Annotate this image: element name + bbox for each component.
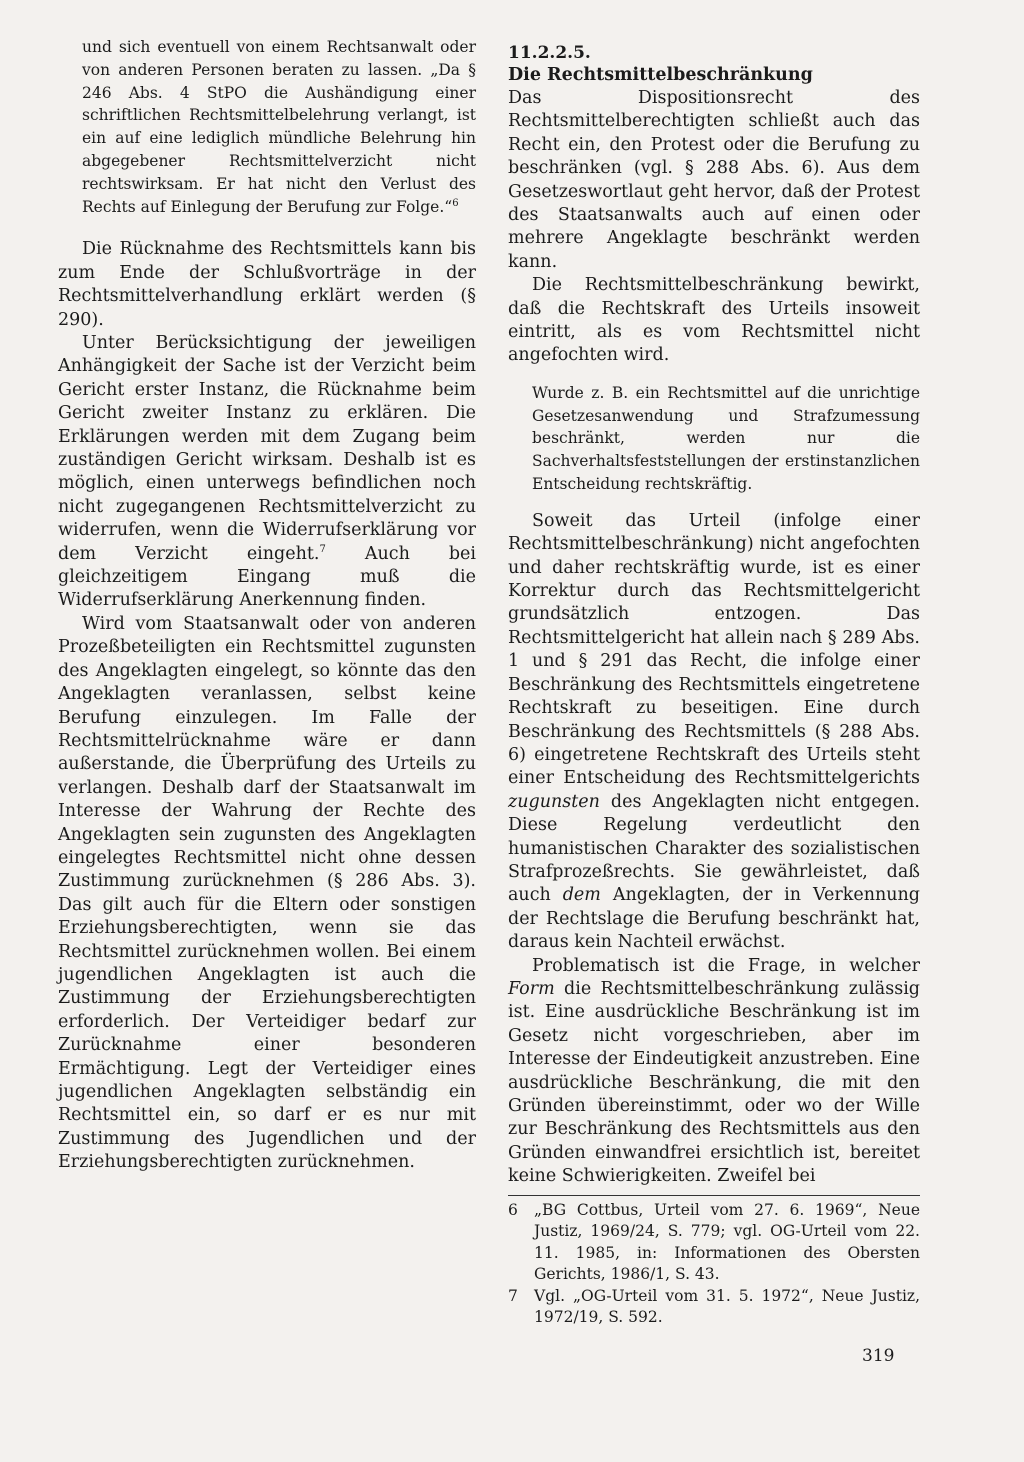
example-paragraph: Wurde z. B. ein Rechtsmittel auf die unrichtige Gesetzesanwendung und Strafzumessung beschränkt, werden nur die Sachverhaltsfeststellungen der erstinstanzlichen Entscheidung rechtskräftig. [532,383,920,494]
paragraph-jurisdiction-text: Unter Berücksichtigung der jeweiligen Anhängigkeit der Sache ist der Verzicht beim Gericht erster Instanz, die Rücknahme beim Gericht zweiter Instanz zu erklären. Die Erklärungen werden mit dem Zugang beim zuständigen Gericht wirksam. Deshalb ist es möglich, einen unterwegs befindlichen noch nicht zugegangenen Rechtsmittelverzicht zu widerrufen, wenn die Widerrufserklärung vor dem Verzicht eingeht. [58,333,476,564]
paragraph-prosecutor: Wird vom Staatsanwalt oder von anderen Prozeßbeteiligten ein Rechtsmittel zugunsten des Angeklagten eingelegt, so könnte das den Angeklagten veranlassen, selbst keine Berufung einzulegen. Im Falle der Rechtsmittelrücknahme wäre er dann außerstande, die Überprüfung des Urteils zu verlangen. Deshalb darf der Staatsanwalt im Interesse der Wahrung der Rechte des Angeklagten sein zugunsten des Angeklagten eingelegtes Rechtsmittel nicht ohne dessen Zustimmung zurücknehmen (§ 286 Abs. 3). Das gilt auch für die Eltern oder sonstigen Erziehungsberechtigten, wenn sie das Rechtsmittel zurücknehmen wollen. Bei einem jugendlichen Angeklagten ist auch die Zustimmung der Erziehungsberechtigten erforderlich. Der Verteidiger bedarf zur Zurücknahme einer besonderen Ermächtigung. Legt der Verteidiger eines jugendlichen Angeklagten selbständig ein Rechtsmittel ein, so darf er es nur mit Zustimmung des Jugendlichen und der Erziehungsberechtigten zurücknehmen. [58,613,476,1173]
footnote-text: „BG Cottbus, Urteil vom 27. 6. 1969“, Neue Justiz, 1969/24, S. 779; vgl. OG-Urteil vom 22. 11. 1985, in: Informationen des Obersten Gerichts, 1986/1, S. 43. [534,1200,920,1284]
footnote-7 [508,1286,920,1329]
footnote-text: Vgl. „OG-Urteil vom 31. 5. 1972“, Neue Justiz, 1972/19, S. 592. [534,1286,920,1327]
paragraph-correction-text-b: des Angeklagten nicht entgegen. Diese Regelung verdeutlicht den humanistischen Charakter des sozialistischen Strafprozeßrechts. Sie gewährleistet, daß auch [508,791,920,906]
paragraph-form-text-b: die Rechtsmittelbeschränkung zulässig ist. Eine ausdrückliche Beschränkung ist im Gesetz nicht vorgeschrieben, aber im Interesse der Eindeutigkeit anzustreben. Eine ausdrückliche Beschränkung, die mit den Gründen übereinstimmt, oder wo der Wille zur Beschränkung des Rechtsmittels aus den Gründen einwandfrei ersichtlich ist, bereitet keine Schwierigkeiten. Zweifel bei [508,978,920,1187]
paragraph-jurisdiction [58,332,476,613]
footnote-ref-7: 7 [319,543,326,555]
section-title: Die Rechtsmittelbeschränkung [508,65,813,85]
paragraph-correction-text-c: Angeklagten, der in Verkennung der Rechtslage die Berufung beschränkt hat, daraus kein Nachteil erwächst. [508,885,920,953]
right-column [508,42,920,1329]
footnote-ref-6: 6 [452,197,459,209]
footnote-number: 6 [508,1200,518,1219]
paragraph-disposition: Das Dispositionsrecht des Rechtsmittelberechtigten schließt auch das Recht ein, den Protest oder die Berufung zu beschränken (vgl. § 288 Abs. 6). Aus dem Gesetzeswortlaut geht hervor, daß der Protest des Staatsanwalts auch auf einen oder mehrere Angeklagte beschränkt werden kann. [508,88,920,272]
emphasis-zugunsten: zugunsten [508,791,600,812]
paragraph-form-text-a: Problematisch ist die Frage, in welcher [532,955,920,976]
quote-text: und sich eventuell von einem Rechtsanwalt oder von anderen Personen beraten zu lassen. „Da § 246 Abs. 4 StPO die Aushändigung einer schriftlichen Rechtsmittelbelehrung verlangt, ist ein auf eine lediglich mündliche Belehrung hin abgegebener Rechtsmittelverzicht nicht rechtswirksam. Er hat nicht den Verlust des Rechts auf Einlegung der Berufung zur Folge.“ [82,38,476,216]
paragraph-correction-text-a: Soweit das Urteil (infolge einer Rechtsmittelbeschränkung) nicht angefochten und daher rechtskräftig wurde, ist es einer Korrektur durch das Rechtsmittelgericht grundsätzlich entzogen. Das Rechtsmittelgericht hat allein nach § 289 Abs. 1 und § 291 das Recht, die infolge einer Beschränkung des Rechtsmittels eingetretene Rechtskraft zu beseitigen. Eine durch Beschränkung des Rechtsmittels (§ 288 Abs. 6) eingetretene Rechtskraft des Urteils steht einer Entscheidung des Rechtsmittelgerichts [508,510,920,789]
quote-paragraph [58,36,476,218]
paragraph-correction [508,510,920,955]
paragraph-form [508,955,920,1189]
paragraph-effect: Die Rechtsmittelbeschränkung bewirkt, daß die Rechtskraft des Urteils insoweit eintritt, als es vom Rechtsmittel nicht angefochten wird. [508,275,920,366]
footnote-number: 7 [508,1286,518,1305]
paragraph-jurisdiction-tail: Auch bei gleichzeitigem Eingang muß die Widerrufserklärung Anerkennung finden. [58,543,476,611]
emphasis-dem: dem [562,885,601,906]
footnote-divider [508,1195,920,1196]
left-column [58,36,476,1175]
page-number: 319 [862,1346,895,1366]
footnote-6 [508,1200,920,1286]
section-number: 11.2.2.5. [508,43,591,63]
paragraph-withdrawal: Die Rücknahme des Rechtsmittels kann bis zum Ende der Schlußvorträge in der Rechtsmittelverhandlung erklärt werden (§ 290). [58,239,476,330]
emphasis-form: Form [508,978,555,999]
